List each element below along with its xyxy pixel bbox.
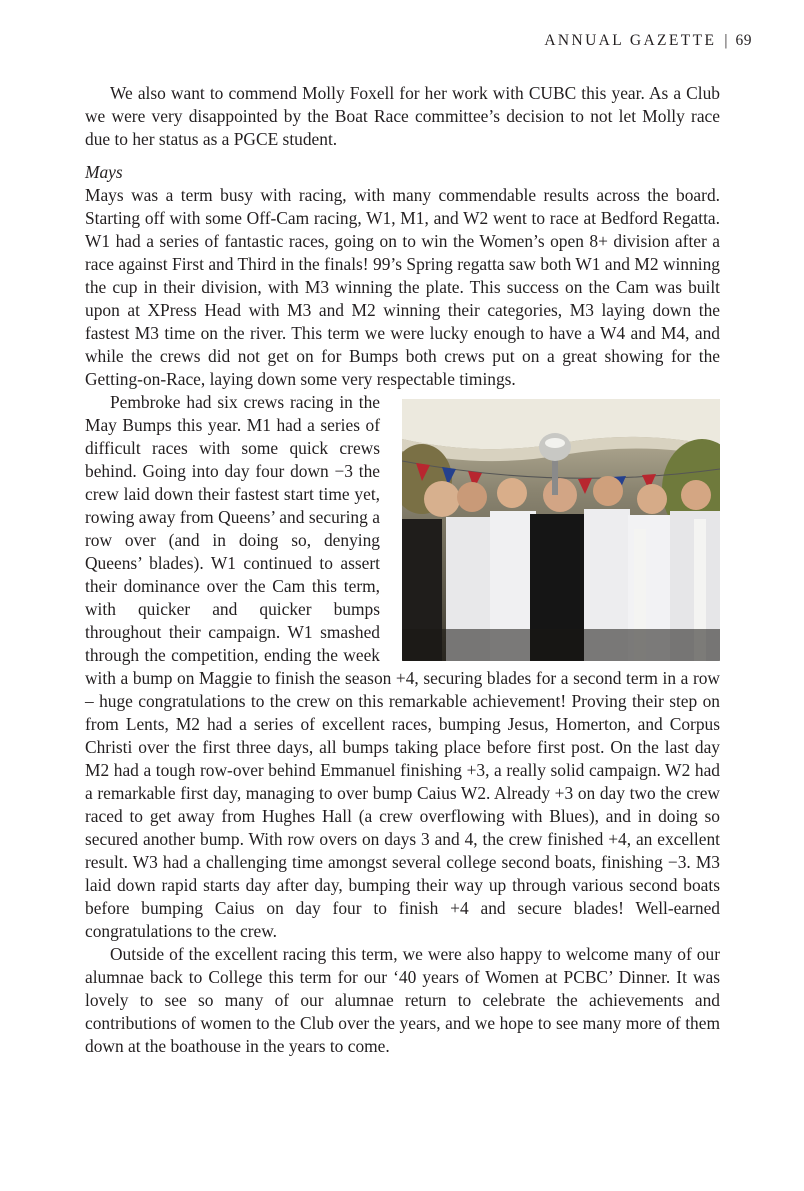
page-number: 69 <box>735 32 752 49</box>
publication-title: ANNUAL GAZETTE <box>544 32 717 49</box>
article-body <box>85 82 720 1058</box>
running-header <box>544 32 752 50</box>
paragraph-mays-overview: Mays was a term busy with racing, with many commendable results across the board. Starting off with some Off-Cam racing, W1, M1, and W2 went to race at Bedford Regatta. W1 had a series of fantastic races, going on to win the Women’s open 8+ division after a race against First and Third in the finals! 99’s Spring regatta saw both W1 and M2 winning the cup in their division, with M3 winning the plate. This success on the Cam was built upon at XPress Head with M3 and M2 winning their categories, M3 laying down the fastest M3 time on the river. This term we were lucky enough to have a W4 and M4, and while the crews did not get on for Bumps both crews put on a great showing for the Getting-on-Race, laying down some very respectable timings. <box>85 185 720 389</box>
header-separator: | <box>724 32 728 49</box>
crew-celebration-photo <box>402 399 720 661</box>
section-heading: Mays <box>85 162 123 182</box>
paragraph-gap <box>85 151 720 161</box>
paragraph-may-bumps: Pembroke had six crews racing in the May Bumps this year. M1 had a series of difficult races with some quick crews behind. Going into day four down −3 the crew laid down their fastest start time yet, rowing away from Queens’ and securing a row over (and in doing so, denying Queens’ blades). W1 continued to assert their dominance over the Cam this term, with quicker and quicker bumps throughout their campaign. W1 smashed through the competition, ending the week with a bump on Maggie to finish the season +4, securing blades for a second term in a row – huge congratulations to the crew on this remarkable achievement! Proving their step on from Lents, M2 had a series of excellent races, bumping Jesus, Homerton, and Corpus Christi over the first three days, all bumps taking place before first post. On the last day M2 had a tough row-over behind Emmanuel finishing +3, a really solid campaign. W2 had a remarkable first day, managing to over bump Caius W2. Already +3 on day two the crew raced to get away from Hughes Hall (a crew overflowing with Blues), and in doing so secured another bump. With row overs on days 3 and 4, the crew finished +4, an excellent result. W3 had a challenging time amongst several college second boats, finishing −3. M3 laid down rapid starts day after day, bumping their way up through various second boats before bumping Caius on day four to finish +4 and secure blades! Well-earned congratulations to the crew. <box>85 392 720 941</box>
paragraph-alumnae-dinner: Outside of the excellent racing this term, we were also happy to welcome many of our alumnae back to College this term for our ‘40 years of Women at PCBC’ Dinner. It was lovely to see so many of our alumnae return to celebrate the achievements and contributions of women to the Club over the years, and we hope to see many more of them down at the boathouse in the years to come. <box>85 944 720 1056</box>
intro-paragraph: We also want to commend Molly Foxell for her work with CUBC this year. As a Club we were very disappointed by the Boat Race committee’s decision to not let Molly race due to her status as a PGCE student. <box>85 83 720 149</box>
